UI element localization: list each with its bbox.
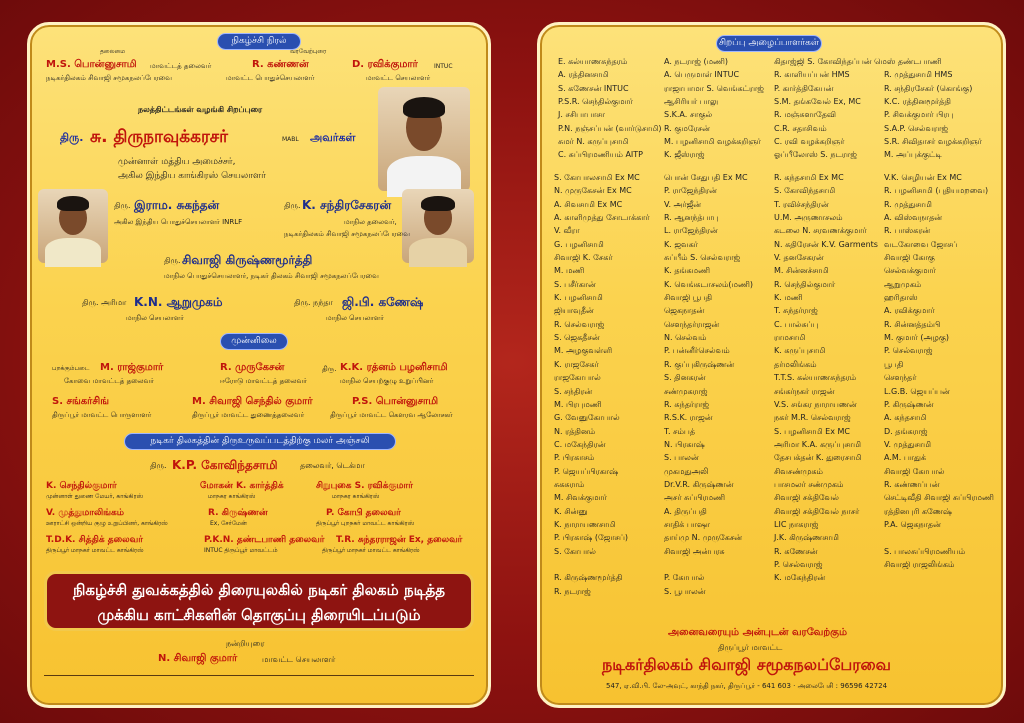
banner-line2: முக்கிய காட்சிகளின் தொகுப்பு திரையிடப்படும் [97,606,421,624]
suganthan-name: இராம. சுகந்தன் [134,198,220,212]
tribute-post: திருப்பூர் புறநகர் மாவட்ட காங்கிரஸ் [316,520,415,527]
invitee-name: R. நடராஜ் [554,586,591,596]
invitee-name: T. சுந்தர்ராஜ் [774,306,818,316]
presider-post: மாவட்டத் தலைவர் [150,62,212,70]
invitee-name: R. பாஸ்கரன் [884,226,931,236]
invitee-name: சண்முகராஜ் [664,386,708,396]
front-pill: முன்னிலை [220,333,288,350]
front-post: மாநில செயற்குழு உறுப்பினர் [340,377,434,385]
top-col-4 [884,55,994,162]
invitee-name: R. செல்வராஜ் [554,319,605,329]
invitee: R. முத்துசாமி HMS [884,70,953,80]
front-name: M. சிவாஜி செந்தில் குமார் [192,396,313,407]
invitee-name: R. முத்துசாமி [884,199,932,209]
invitee-name: V. வீரா [554,226,580,236]
invitee: C. ரவி வழக்கறிஞர் [774,137,845,147]
invitee-name: S. தினகரன் [664,373,706,383]
invitee-name: K. பழனிசாமி [554,293,603,303]
invitee-name: P. செல்வராஜ் [884,346,933,356]
invitee-name: சுகசுராம் [554,479,585,489]
arumugam-name: K.N. ஆறுமுகம் [134,295,223,309]
front-post: திருப்பூர் மாவட்ட பொருளாளர் [52,411,152,419]
invitee-name [554,558,662,571]
invitee-name: சிவாஜி ராஜலிங்கம் [884,559,955,569]
invitee-name: ஜியாவுதீன் [554,306,594,316]
invitee-name: சிவாஜி K. சேகர் [554,253,613,263]
invitee-name: ராமசாமி [774,333,806,343]
invitee: ஆசிரியர் பாலு [664,97,719,107]
chief-line1: முன்னாள் மத்திய அமைச்சர், [118,157,236,167]
kannan-post: மாவட்ட பொதுச்செயலாளர் [226,74,315,82]
invitee: C.R. சதாசிவம் [774,123,827,133]
invitee-name: A. கந்தசாமி [884,413,927,423]
invitee-name: U.M. அருணாசலம் [774,213,843,223]
invitee-name: வடகோவை ஜோசப் [884,239,958,249]
front-post: திருப்பூர் மாவட்ட கௌரவ ஆலோசகர் [330,411,453,419]
invitee-name: L. ராஜேந்திரன் [664,226,718,236]
invitee-name: சங்கர்நகர் ராஜன் [774,386,835,396]
chief-prefix: திரு. [60,131,84,144]
arumugam-post: மாநில செயலாளர் [126,314,184,322]
chandra-line2: நடிகர்திலகம் சிவாஜி சமூகநலப்பேரவை [284,230,410,238]
district-line: திருப்பூர் மாவட்ட [718,643,783,652]
invitee-name: M. பிரபுமணி [554,399,602,409]
tribute-post: ஊராட்சி ஒன்றிய குழு உறுப்பினர், காங்கிரஸ் [46,520,168,527]
invitee-name: பொன் சேதுபதி Ex MC [664,173,748,182]
kannan-name: R. கண்ணன் [252,59,309,70]
chandrasekaran-photo [402,189,474,263]
suganthan-post: அகில இந்திய பொதுச்செயலாளர் INRLF [114,218,243,226]
invitee: J. சசிபாபாசா [558,110,606,120]
ganesh-name: ஜி.பி. கணேஷ் [342,295,424,309]
programme-pill: நிகழ்ச்சி நிரல் [217,33,301,50]
invitee-name: செட்டிவீதி சிவாஜி சுப்பிரமணி [884,493,994,503]
top-col-1 [558,55,662,162]
tribute-name: P. கோபி தலைவர் [326,508,401,518]
invitee: M. பழனிசாமி வழக்கறிஞர் [664,137,761,147]
front-name: S. சங்கர்சிங் [52,396,109,407]
invitee [884,55,994,68]
chief-tag: MABL [282,136,299,143]
invitee-name: முகமதுஅலி [664,466,709,476]
tribute-post: முன்னாள் துணை மேயர், காங்கிரஸ் [46,493,144,500]
invitee-name: C. மகேந்திரன் [554,439,606,449]
invitee-name: C. பால்சுப்பு [774,319,819,329]
ravi-tag: INTUC [434,63,453,70]
invitee-name: P. செல்வராஜ் [774,559,823,569]
invitee: R. காளியப்பன் HMS [774,70,850,80]
invitee-name: P. ஜெயப்பிரகாஷ் [554,466,619,476]
invitee-name: செல்வக்குமார் [884,266,936,276]
tribute-name: T.D.K. சித்திக் தலைவர் [46,535,143,545]
invitee-name: M. சின்னச்சாமி [774,266,829,276]
tribute-name: T.R. சுந்தரராஜன் Ex, தலைவர் [336,535,463,545]
invitee: R. சந்திரசேகர் (கொங்கு) [884,83,973,93]
invitee: R. மஞ்சுளாதேவி [774,110,836,120]
front-post: கோவை மாவட்டத் தலைவர் [64,377,154,385]
presides-label: தலைமை [100,48,126,55]
tribute-post: திருப்பூர் மாநகர் மாவட்ட காங்கிரஸ் [322,547,420,554]
invitee-name: R. சின்னத்தம்பி [884,319,941,329]
invitee-name: R.S.K. ராஜன் [664,413,713,423]
invitee-name: நகர் M.R. செல்வராஜ் [774,413,851,423]
invitee: K.C. ரத்தினமூர்த்தி [884,97,951,107]
invitee-name: N. முருகேசன் Ex MC [554,186,632,196]
invitee: K. ஜீஸ்ராஜ் [664,150,705,160]
invitee: S.R. சிவிதாசர் வழக்கறிஞர் [884,137,982,147]
invitee-name: K. தங்கமணி [664,266,711,276]
invitee-name: M. மணி [554,266,585,276]
chief-name: சு. திருநாவுக்கரசர் [90,127,229,147]
chandra-prefix: திரு. [284,201,301,210]
invitee-col-2 [664,171,772,598]
invitee-name: R. கந்தசாமி Ex MC [774,173,844,182]
invitee-name: சிவாஜி சக்திவேல் [774,493,839,503]
invitee-name: R. ஆனந்த்பாபு [664,213,719,223]
front-prefix: திரு. [322,365,337,373]
invitee: S. கணேசன் INTUC [558,83,629,93]
invitee-name: M. அழகுவள்ளி [554,346,613,356]
invitee-name: P.A. ஜெகநாதன் [884,519,941,529]
chandra-name: K. சந்திரசேகரன் [302,198,392,212]
invitee-name: A. ரவிக்குமார் [884,306,935,316]
banner-line1: நிகழ்ச்சி துவக்கத்தில் திரையுலகில் நடிகர் திலகம் நடித்த [72,581,446,599]
invitee-name: S. பாலன் [664,453,699,463]
invitee-name: செளந்தர்ராஜன் [664,319,720,329]
top-col-2 [664,55,768,162]
invitee: P.S.R. செந்தில்குமார் [558,97,633,107]
sivaji-name: சிவாஜி கிருஷ்ணமூர்த்தி [182,253,313,267]
suganthan-prefix: திரு. [114,201,131,210]
welcome-label: வரவேற்புரை [290,48,327,55]
tribute-name: K. செந்தில்குமார் [46,481,117,491]
invitee-name: M. சிவக்குமார் [554,493,607,503]
tribute-name: P.K.N. தண்டபாணி தலைவர் [204,535,325,545]
invitee-name: D. தங்கராஜ் [884,426,928,436]
invitee-name: P. கோபால் [664,573,705,583]
invitee: A. நடராஜ் (மணி) [664,57,729,66]
front-name: K.K. ரத்னம் பழனிசாமி [340,362,448,373]
invitee-name: P. பன்னீர்செல்வம் [664,346,730,356]
invitee-name: A. காளிமுத்து சோடாக்கார் [554,213,650,223]
invitee-name: M. குமார் (அழகு) [884,333,950,343]
invitee-name: பாசமலர் சண்முகம் [774,479,844,489]
organisation-name: நடிகர்திலகம் சிவாஜி சமூகநலப்பேரவை [602,655,891,674]
invitee-name: K. வெங்கடாசலம்(மணி) [664,279,753,289]
invitee-name: K. ராஜசேகர் [554,359,599,369]
invitee-name: N. செல்வம் [664,333,707,343]
chief-line2: அகில இந்திய காங்கிரஸ் செயலாளர் [118,171,266,181]
invitee-name: தர்மலிங்கம் [774,359,817,369]
invitee-name: தாய்மு N. முருகேசன் [664,533,743,543]
invitee-name: R. கணேசன் [774,546,818,556]
invitee-name: A.M. பாதுக் [884,453,927,463]
sivaji-prefix: திரு. [164,256,181,265]
invitee-name: S. சந்திரன் [554,386,593,396]
invitee-name: அசர் சுப்பிரமணி [664,493,725,503]
invitee-name: N. பிரகாஷ் [664,439,705,449]
presider-sub: நடிகர்திலகம் சிவாஜி சமூகநலப்பேரவை [46,74,172,82]
front-name: R. முருகேசன் [220,362,285,373]
chandra-line1: மாநில தலைவர், [344,218,397,226]
invitee-name: சிவாஜி கோபால் [884,466,945,476]
invitee: M. அப்புக்குட்டி [884,150,942,160]
invitee-name: K. நாராயணசாமி [554,519,616,529]
invitee-name: T. சம்பத் [664,426,696,436]
invitee-name: V.K. செழியன் Ex MC [884,173,962,182]
invitee-name [664,558,772,571]
invitee-name: J.K. கிருஷ்ணசாமி [774,533,839,543]
invitee: P. சிவக்குமார் பிரபு [884,110,954,120]
invitee-name: R. சுந்தர்ராஜ் [664,399,710,409]
invitee: ஓப்பீலோஸ் S. நடராஜ் [774,150,857,160]
invitee: S.M. தங்கவேல் Ex, MC [774,97,861,107]
invitee-name: S. கோபால் [554,546,596,556]
front-name: M. ராஜ்குமார் [100,362,164,373]
invitee-name: ஆறுமுகம் [884,279,922,289]
invitee-name: P. கிருஷ்ணன் [884,399,934,409]
tribute-pill: நடிகர் திலகத்தின் திருஉருவப்படத்திற்கு மலர் அஞ்சலி [124,433,396,450]
tribute-post: மாநகர காங்கிரஸ் [208,493,256,500]
invitee-name: K. மணி [774,293,803,303]
invitee-name: S. பசீர்கான் [554,279,596,289]
tribute-post: மாநகர காங்கிரஸ் [332,493,380,500]
address-line: 547, ஏ.வி.பி. லே-அவுட், காந்தி நகர், திருப்பூர் - 641 603 · அலைபேசி : 96596 42724 [606,682,888,690]
invitee-name: P. பிரகாஷ் (ஜோசப்) [554,533,629,543]
ganesh-post: மாநில செயலாளர் [326,314,384,322]
invitee-name: P. ராஜேந்திரன் [664,186,717,196]
front-prefix: பறக்கும்படை [52,365,90,372]
invitee-name: பூபதி [884,359,904,369]
chief-photo [378,87,470,191]
invitee-name: R. பழனிசாமி (புதியமறவை) [884,186,989,196]
ravi-post: மாவட்ட செயலாளர் [366,74,431,82]
invitee-name: செளந்தர் [884,373,917,383]
tribute-post: Ex, சேர்மேன் [210,520,247,527]
thanks-name: N. சிவாஜி குமார் [158,653,238,664]
invitee: P. கார்த்திகேயன் [774,83,834,93]
invitee-name: S. பழனிசாமி Ex MC [774,426,850,436]
invitee: C. சுப்பிரமணியம் AITP [558,150,643,160]
invitee-name: S. பாலசுப்பிரமணியம் [884,546,966,556]
screening-banner [44,571,474,631]
gov-prefix: திரு. [150,461,167,470]
invitee-name: N. கதிரேசன் K.V. Garments [774,239,878,249]
chief-intro: நலத்திட்டங்கள் வழங்கி சிறப்புரை [138,105,263,114]
tribute-name: R. கிருஷ்ணன் [208,508,268,518]
invitee-name: ரத்தினபுரி கணேஷ் [884,506,952,516]
special-invitees-panel [537,22,1006,708]
invitee-name: A. திருப்பதி [664,506,707,516]
invitee-name: K. சின்னு [554,506,588,516]
front-post: திருப்பூர் மாவட்ட துணைத்தலைவர் [192,411,305,419]
invitee: S.K.A. சாகுல் [664,110,713,120]
tribute-name: மோகன் K. கார்த்திக் [200,481,284,491]
invitee-name: LIC நாகராஜ் [774,519,819,529]
invitee-col-1 [554,171,662,598]
invitee-col-4 [884,171,996,571]
invitee-name: Dr.V.R. கிருஷ்ணன் [664,479,734,489]
invitee-name: சிவாஜி கோகு [884,253,935,263]
invitee-name: S. பூபாலன் [664,586,706,596]
invitee-name: A. விஸ்வநாதன் [884,213,943,223]
invitee-name: K. ஜவகர் [664,239,698,249]
front-post: ஈரோடு மாவட்டத் தலைவர் [220,377,307,385]
invitee-name: R. கிருஷ்ணமூர்த்தி [554,573,623,583]
ganesh-prefix: திரு. நந்தா [294,298,333,307]
thanks-label: நன்றியுரை [226,639,265,648]
invitee-name: S. கோவிந்தசாமி [774,186,836,196]
invitee-name: கடலை N. சரவணக்குமார் [774,226,867,236]
invitee: ராஜாபாமா S. வெங்கட்ராஜ் [664,83,764,93]
invitee-name: L.G.B. ஜெயப்பன் [884,386,950,396]
invitee-name: V.S. சங்கர நாராயணன் [774,399,857,409]
invitee-name: சாதிக் பாஷா [664,519,711,529]
invitee-name: K. மகேந்திரன் [774,573,826,583]
invitee-name: R. செந்தில்குமார் [774,279,836,289]
invitee-name: T.T.S. கல்யாணசுந்தரம் [774,373,857,383]
invitee-name: சுப்பீம் S. செல்வராஜ் [664,253,741,263]
arumugam-prefix: திரு. அரிமா [82,298,127,307]
invitee: R. குமரேசன் [664,123,710,133]
invitee-name: G. பழனிசாமி [554,239,604,249]
invitee-name: ராஜகோபால் [554,373,601,383]
invitee-name: தேசபக்தன் K. துரைசாமி [774,453,862,463]
invitee: E. கல்யாணசுந்தரம் [558,57,628,66]
invitee: P.N. நஞ்சப்பன் (வார்டுசாமி) [558,123,662,133]
special-pill: சிறப்பு அழைப்பாளர்கள் [716,35,822,52]
gov-post: தலைவர், டெக்மா [300,461,365,470]
invitee-name: சிவசண்முகம் [774,466,823,476]
invitee-col-3 [774,171,880,585]
invitee-name: ஹரிதாஸ் [884,293,918,303]
invitee-name: அரிமா K.A. கருப்புசாமி [774,439,861,449]
invitee-name: ஜெகநாதன் [664,306,705,316]
invitee-name: A. சிவசாமி Ex MC [554,199,623,209]
tribute-name: சிறுபுகை S. ரவிக்குமார் [316,481,413,491]
tribute-name: V. முத்துமாலிங்கம் [46,508,125,518]
divider [44,675,474,676]
ravi-name: D. ரவிக்குமார் [352,59,418,70]
invitee: A. ரத்தினசாமி [558,70,609,80]
presider-name: M.S. பொன்னுசாமி [46,59,137,70]
invitee-name: R. குப்புகிருஷ்ணன் [664,359,735,369]
invitee-name: N. ரத்தினம் [554,426,596,436]
front-name: P.S. பொன்னுசாமி [352,396,439,407]
thanks-post: மாவட்ட செயலாளர் [262,655,336,664]
invitee-name: G. வேனுகோபால் [554,413,620,423]
gov-name: K.P. கோவிந்தசாமி [172,458,278,472]
invitee-name: K. கருப்புசாமி [774,346,826,356]
invitee: கிதாஜ்ஜி S. கோவிந்தப்பன் மெஸ் தண்டபாணி [774,57,942,66]
suganthan-photo [38,189,108,263]
tribute-post: திருப்பூர் மாநகர் மாவட்ட காங்கிரஸ் [46,547,144,554]
invitee: A. பெருமாள் INTUC [664,70,740,80]
welcome-line: அனைவரையும் அன்புடன் வரவேற்கும் [668,627,848,638]
invitee-name: V. முத்துசாமி [884,439,932,449]
programme-panel [27,22,491,708]
sivaji-post: மாநில பொதுச்செயலாளர், நடிகர் திலகம் சிவாஜி சமூகநலப்பேரவை [164,272,379,280]
invitee-name: T. ரவிச்சந்திரன் [774,199,829,209]
chief-suffix: அவர்கள் [310,131,356,144]
invitee-name: S. கோபாலசாமி Ex MC [554,173,640,182]
invitee-name: சிவாஜி அன்பரசு [664,546,725,556]
invitee-name: சிவாஜி பூபதி [664,293,713,303]
invitee: S.A.P. செல்வராஜ் [884,123,949,133]
invitee-name: P. பிரகாசம் [554,453,595,463]
tribute-post: INTUC திருப்பூர் மாவட்டம் [204,547,278,554]
invitee-name: S. ஜெகதீசன் [554,333,600,343]
invitee-name [884,531,996,544]
invitee-name: சிவாஜி சக்திவேல் நாசர் [774,506,860,516]
invitee: சுமர் N. கருப்புசாமி [558,137,629,147]
invitee-name: V. தனசேகரன் [774,253,824,263]
invitee-name: V. அர்ஜீன் [664,199,702,209]
invitee-name: R. கண்ணப்பன் [884,479,940,489]
